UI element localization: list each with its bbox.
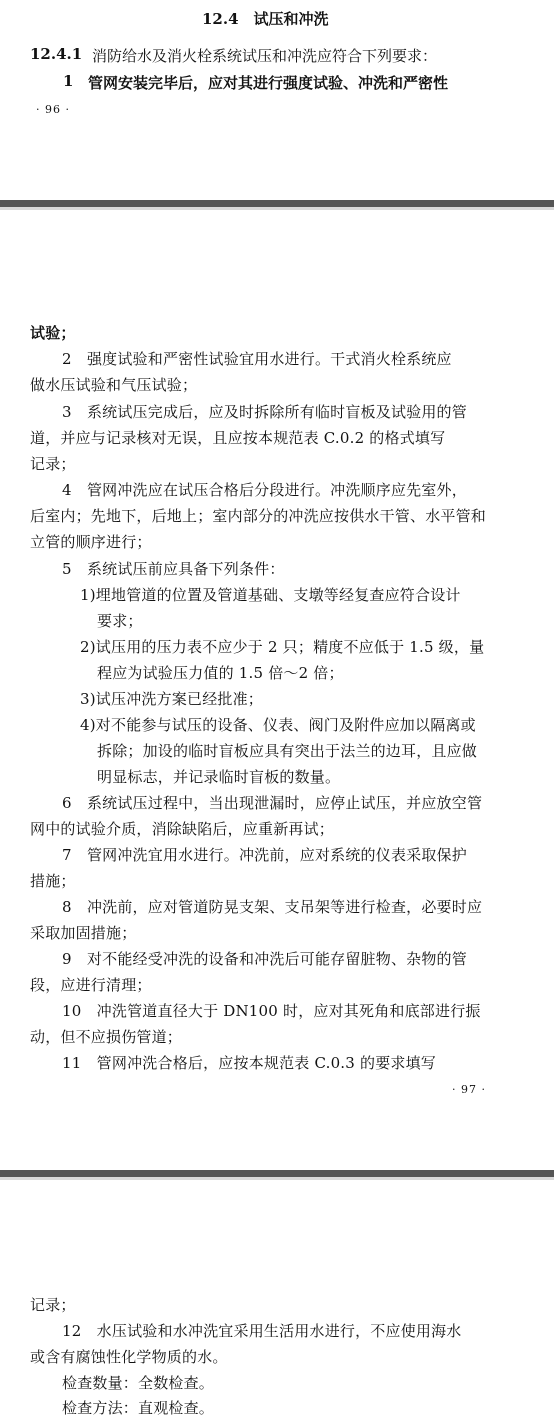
text-line: 要求； [97,612,143,630]
text-line: 10 冲洗管道直径大于 DN100 时，应对其死角和底部进行振 [62,1002,481,1020]
text-line: 道，并应与记录核对无误，且应按本规范表 C.0.2 的格式填写 [30,429,446,447]
text-line: 5 系统试压前应具备下列条件： [62,560,285,578]
text-line: 7 管网冲洗宜用水进行。冲洗前，应对系统的仪表采取保护 [62,846,467,864]
page-separator [0,200,554,207]
text-line: 11 管网冲洗合格后，应按本规范表 C.0.3 的要求填写 [62,1054,436,1072]
text-line: 6 系统试压过程中，当出现泄漏时，应停止试压，并应放空管 [62,794,483,812]
text-line: 段，应进行清理； [30,976,152,994]
page-number: · 97 · [452,1083,486,1096]
text-line: 网中的试验介质，消除缺陷后，应重新再试； [30,820,335,838]
text-line: 12 水压试验和水冲洗宜采用生活用水进行，不应使用海水 [62,1322,462,1340]
clause-text: 消防给水及消火栓系统试压和冲洗应符合下列要求： [92,47,438,65]
text-line: 4 管网冲洗应在试压合格后分段进行。冲洗顺序应先室外， [62,481,467,499]
text-line: 动，但不应损伤管道； [30,1028,183,1046]
text-line: 采取加固措施； [30,924,137,942]
item-text: 管网安装完毕后，应对其进行强度试验、冲洗和严密性 [88,74,449,92]
text-line: 做水压试验和气压试验； [30,376,198,394]
text-line: 2)试压用的压力表不应少于 2 只；精度不应低于 1.5 级，量 [80,638,485,656]
text-line: 检查数量：全数检查。 [62,1374,215,1392]
text-line: 1)埋地管道的位置及管道基础、支墩等经复查应符合设计 [80,586,461,604]
text-line: 或含有腐蚀性化学物质的水。 [30,1348,228,1366]
text-line: 试验； [30,324,76,342]
page-number: · 96 · [36,103,70,116]
text-line: 记录； [30,455,76,473]
item-number: 1 [63,72,74,90]
text-line: 4)对不能参与试压的设备、仪表、阀门及附件应加以隔离或 [80,716,476,734]
text-line: 3 系统试压完成后，应及时拆除所有临时盲板及试验用的管 [62,403,467,421]
text-line: 2 强度试验和严密性试验宜用水进行。干式消火栓系统应 [62,350,452,368]
text-line: 后室内；先地下，后地上；室内部分的冲洗应按供水干管、水平管和 [30,507,487,525]
text-line: 检查方法：直观检查。 [62,1399,215,1417]
text-line: 记录； [30,1296,76,1314]
text-line: 8 冲洗前，应对管道防晃支架、支吊架等进行检查，必要时应 [62,898,483,916]
text-line: 明显标志，并记录临时盲板的数量。 [97,768,341,786]
text-line: 拆除；加设的临时盲板应具有突出于法兰的边耳，且应做 [97,742,478,760]
text-line: 9 对不能经受冲洗的设备和冲洗后可能存留脏物、杂物的管 [62,950,467,968]
section-title: 12.4 试压和冲洗 [202,10,329,28]
text-line: 立管的顺序进行； [30,533,152,551]
page-separator [0,1170,554,1177]
text-line: 3)试压冲洗方案已经批准； [80,690,263,708]
clause-number: 12.4.1 [30,45,83,63]
text-line: 程应为试验压力值的 1.5 倍～2 倍； [97,664,344,682]
text-line: 措施； [30,872,76,890]
